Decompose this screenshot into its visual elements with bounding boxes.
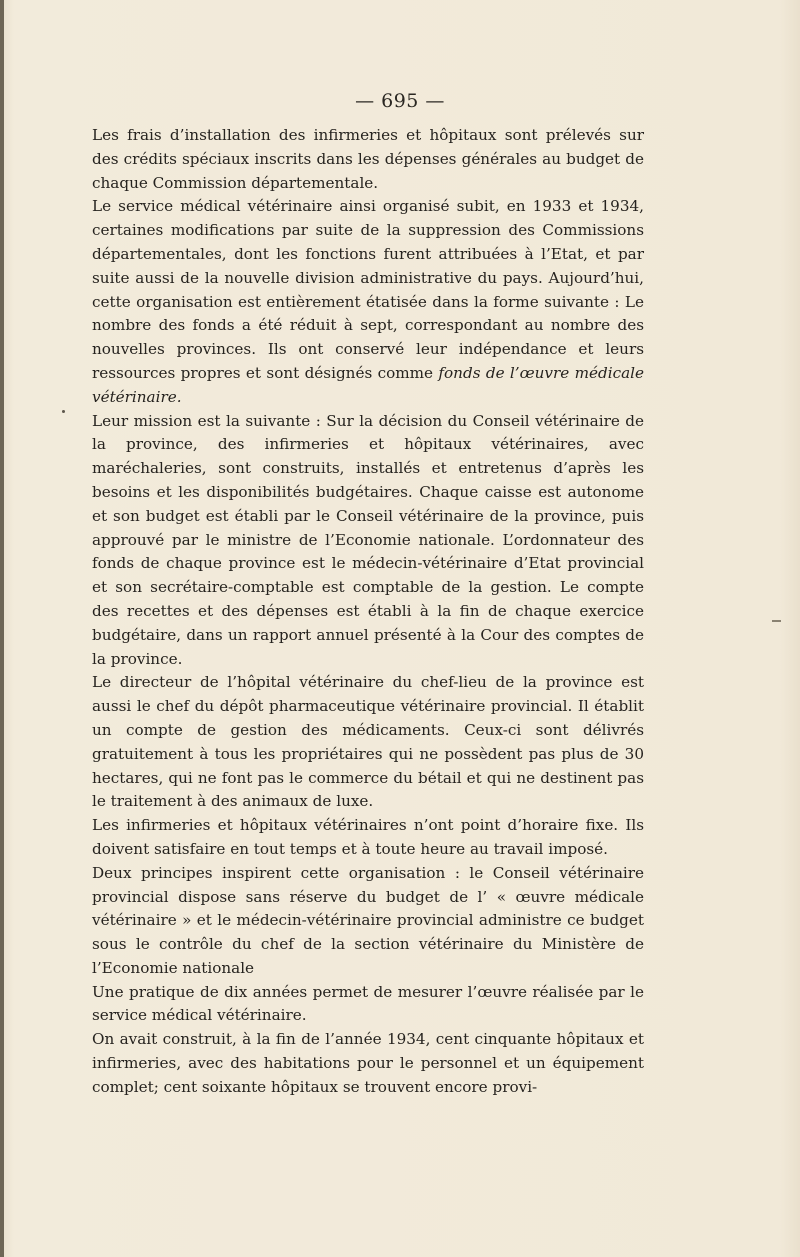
body-text	[92, 124, 644, 1100]
paragraph-7: Une pratique de dix années permet de mesurer l’œuvre réalisée par le service médical vétérinaire.	[92, 982, 644, 1025]
paragraph-2-text: Le service médical vétérinaire ainsi organisé subit, en 1933 et 1934, certaines modifications par suite de la suppression des Commissions départementales, dont les fonctions furent attribuées à l’Etat, et par suite aussi de la nouvelle division administrative du pays. Aujourd’hui, cette organisation est entièrement étatisée dans la forme suivante : Le nombre des fonds a été réduit à sept, correspondant au nombre des nouvelles provinces. Ils ont conservé leur indépendance et leurs ressources propres et sont désignés comme	[92, 197, 644, 382]
margin-mark	[772, 620, 781, 622]
paragraph-5: Les infirmeries et hôpitaux vétérinaires n’ont point d’horaire fixe. Ils doivent satisfaire en tout temps et à toute heure au travail imposé.	[92, 816, 644, 858]
page-number: — 695 —	[355, 90, 445, 112]
paragraph-6: Deux principes inspirent cette organisation : le Conseil vétérinaire provincial dispose sans réserve du budget de l’ « œuvre médicale vétérinaire » et le médecin-vétérinaire provincial administre ce budget sous le contrôle du chef de la section vétérinaire du Ministère de l’Economie nationale	[92, 863, 644, 977]
paragraph-3: Leur mission est la suivante : Sur la décision du Conseil vétérinaire de la province, des infirmeries et hôpitaux vétérinaires, avec maréchaleries, sont construits, installés et entretenus d’après les besoins et les disponibilités budgétaires. Chaque caisse est autonome et son budget est établi par le Conseil vétérinaire de la province, puis approuvé par le ministre de l’Economie nationale. L’ordonnateur des fonds de chaque province est le médecin-vétérinaire d’Etat provincial et son secrétaire-comptable est comptable de la gestion. Le compte des recettes et des dépenses est établi à la fin de chaque exercice budgétaire, dans un rapport annuel présenté à la Cour des comptes de la province.	[92, 411, 644, 668]
binding-edge	[0, 0, 4, 1257]
paragraph-4: Le directeur de l’hôpital vétérinaire du chef-lieu de la province est aussi le chef du dépôt pharmaceutique vétérinaire provincial. Il établit un compte de gestion des médicaments. Ceux-ci sont délivrés gratuitement à tous les propriétaires qui ne possèdent pas plus de 30 hectares, qui ne font pas le commerce du bétail et qui ne destinent pas le traitement à des animaux de luxe.	[92, 673, 644, 811]
margin-speck	[62, 410, 65, 413]
paragraph-2	[92, 195, 644, 409]
paragraph-8: On avait construit, à la fin de l’année 1934, cent cinquante hôpitaux et infirmeries, avec des habitations pour le personnel et un équipement complet; cent soixante hôpitaux se trouvent encore provi-	[92, 1030, 644, 1096]
paragraph-1: Les frais d’installation des infirmeries et hôpitaux sont prélevés sur des crédits spéciaux inscrits dans les dépenses générales au budget de chaque Commission départementale.	[92, 126, 644, 192]
paragraph-2-emphasis: fonds de l’œuvre médicale vétérinaire.	[92, 363, 644, 406]
